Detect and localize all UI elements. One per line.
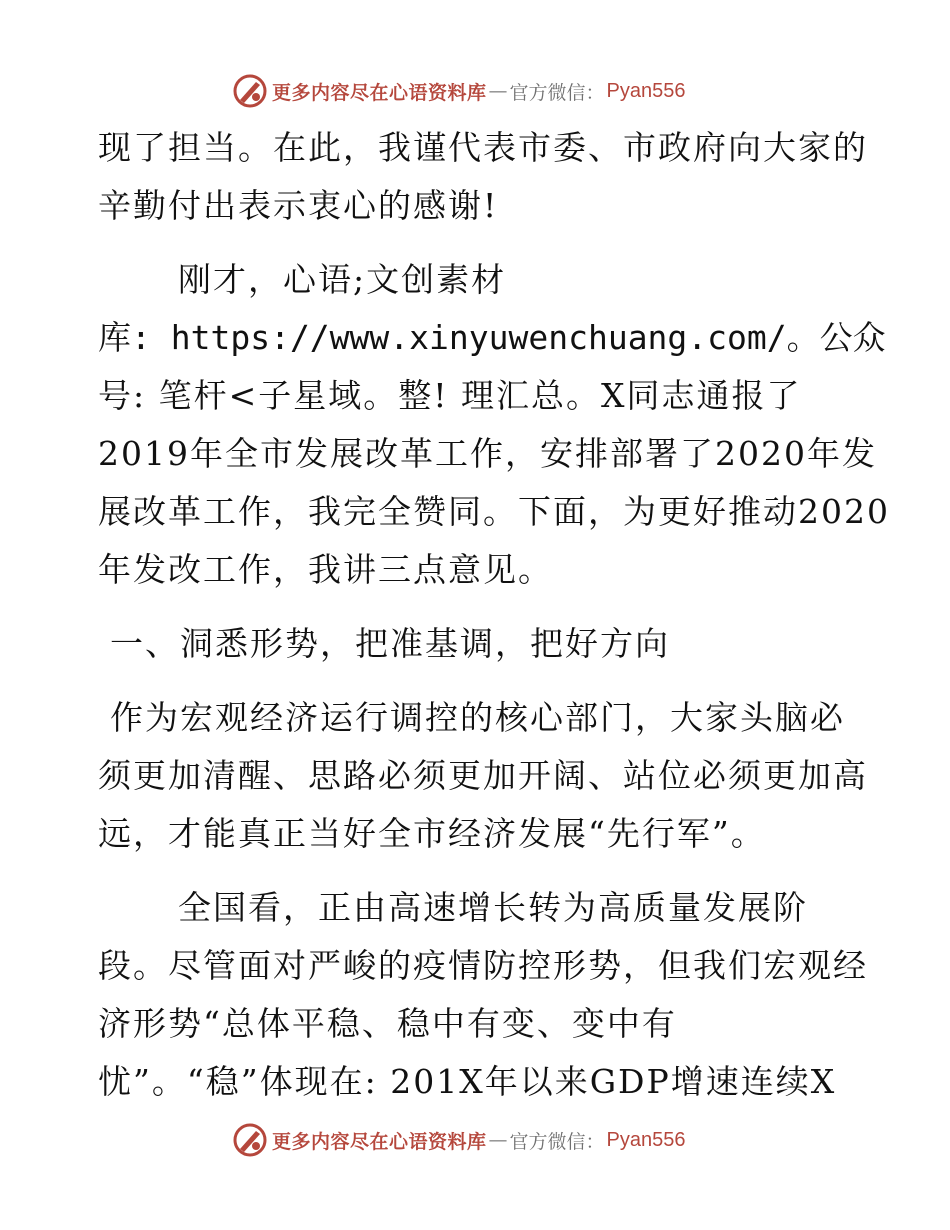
body-line-7: 展改革工作，我完全赞同。下面，为更好推动2020: [98, 492, 890, 531]
body-line-4: 库: https://www.xinyuwenchuang.com/。公众: [98, 318, 886, 357]
banner-brand-text: 更多内容尽在心语资料库: [272, 81, 487, 104]
pen-logo-icon: [232, 73, 268, 109]
body-line-15: 济形势“总体平稳、稳中有变、变中有: [98, 1004, 677, 1043]
body-line-5: 号: 笔杆<子星域。整! 理汇总。X同志通报了: [98, 376, 802, 415]
body-line-1: 现了担当。在此，我谨代表市委、市政府向大家的: [98, 128, 868, 167]
banner-official-label: 官方微信：: [509, 81, 605, 104]
banner-official-label: 官方微信：: [509, 1130, 605, 1153]
banner-brand-text: 更多内容尽在心语资料库: [272, 1130, 487, 1153]
body-line-3: 刚才，心语;文创素材: [178, 260, 507, 299]
banner-dash: —: [488, 80, 508, 102]
banner-dash: —: [488, 1129, 508, 1151]
body-line-8: 年发改工作，我讲三点意见。: [98, 550, 553, 589]
banner-wechat-handle: Pyan556: [606, 79, 686, 102]
body-line-13: 全国看，正由高速增长转为高质量发展阶: [178, 888, 808, 927]
footer-banner: [232, 1120, 686, 1160]
section-heading: 一、洞悉形势，把准基调，把好方向: [110, 624, 670, 663]
banner-wechat-handle: Pyan556: [606, 1128, 686, 1151]
body-line-10: 作为宏观经济运行调控的核心部门，大家头脑必: [110, 698, 845, 737]
body-line-2: 辛勤付出表示衷心的感谢!: [98, 186, 499, 225]
body-line-14: 段。尽管面对严峻的疫情防控形势，但我们宏观经: [98, 946, 868, 985]
header-banner: [232, 71, 686, 111]
pen-logo-icon: [232, 1122, 268, 1158]
body-line-16: 忧”。“稳”体现在: 201X年以来GDP增速连续X: [98, 1062, 837, 1101]
body-line-11: 须更加清醒、思路必须更加开阔、站位必须更加高: [98, 756, 868, 795]
body-line-6: 2019年全市发展改革工作，安排部署了2020年发: [98, 434, 877, 473]
body-line-12: 远，才能真正当好全市经济发展“先行军”。: [98, 814, 766, 853]
